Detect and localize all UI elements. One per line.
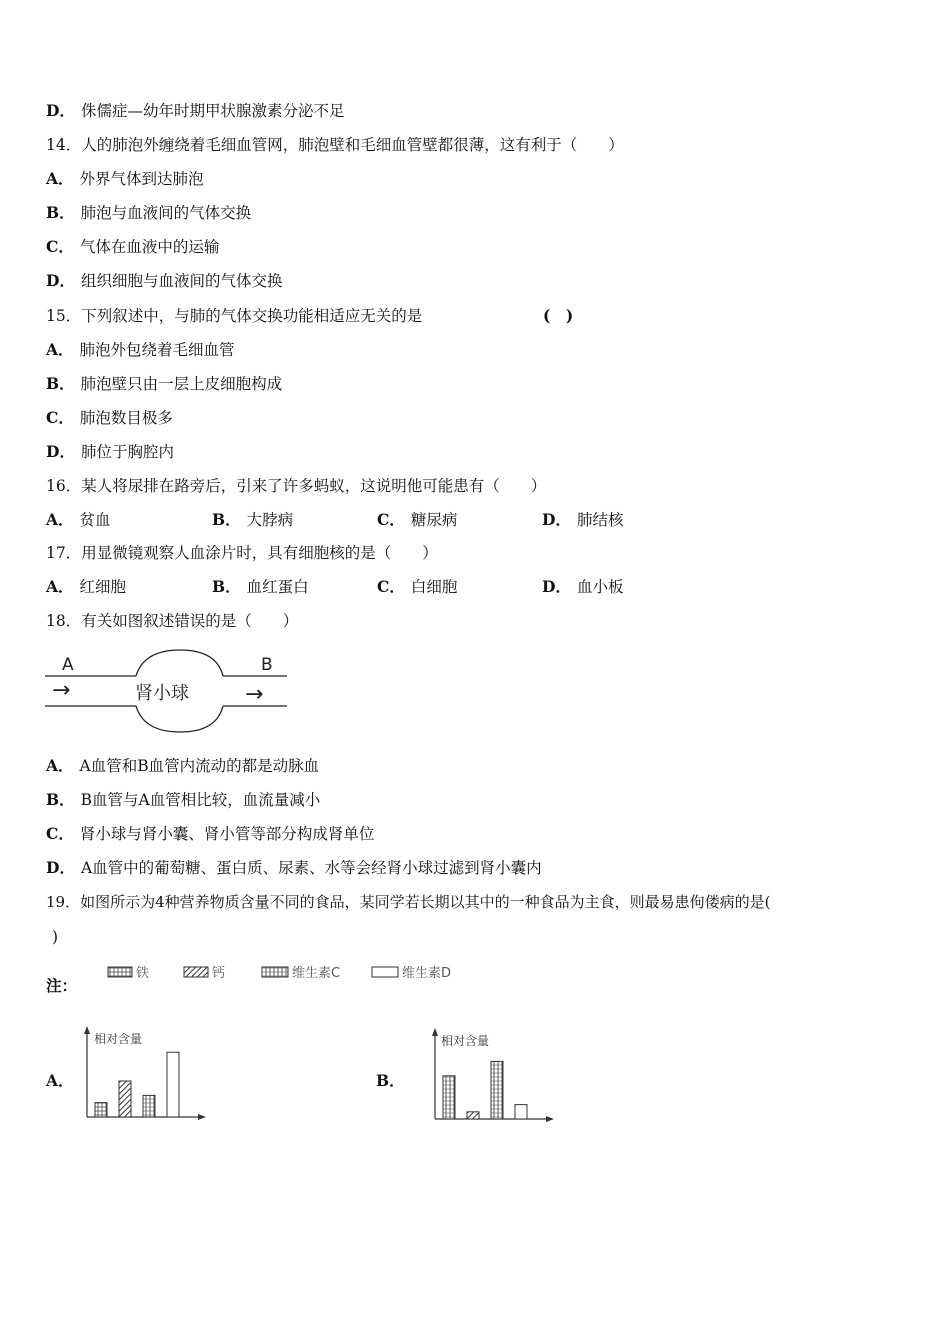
- chart-a-bar-3-vitamin-c: [143, 1095, 155, 1117]
- q13-option-d: D． 侏儒症—幼年时期甲状腺激素分泌不足: [46, 101, 345, 120]
- legend-label-vitamin-c: 维生素C: [292, 966, 341, 981]
- q17-option-d[interactable]: D． 血小板: [542, 577, 624, 596]
- glomerulus-upper-arc: [136, 650, 223, 676]
- chart-a-bar-1-iron: [95, 1103, 107, 1117]
- chart-b-bar-3-vitamin-c: [491, 1061, 503, 1119]
- chart-a[interactable]: [80, 1025, 215, 1125]
- chart-a-option-label[interactable]: A．: [46, 1071, 74, 1090]
- q14-stem: 14．人的肺泡外缠绕着毛细血管网，肺泡壁和毛细血管壁都很薄，这有利于（ ）: [46, 136, 624, 154]
- legend-swatch-vitamin-d: [372, 967, 398, 977]
- arrow-a-icon: →: [52, 678, 71, 703]
- q15-option-c[interactable]: C． 肺泡数目极多: [46, 408, 173, 427]
- chart-a-bar-2-calcium: [119, 1081, 131, 1117]
- chart-a-ylabel: 相对含量: [94, 1032, 143, 1046]
- q18-stem: 18．有关如图叙述错误的是（ ）: [46, 612, 299, 630]
- q15-stem: 15．下列叙述中，与肺的气体交换功能相适应无关的是: [46, 307, 423, 325]
- q18-option-b[interactable]: B． B血管与A血管相比较，血流量减小: [46, 790, 321, 809]
- glomerulus-lower-arc: [136, 706, 223, 732]
- chart-b-x-arrow-icon: [546, 1116, 554, 1122]
- q15-option-a[interactable]: A． 肺泡外包绕着毛细血管: [46, 340, 235, 359]
- q18-option-c[interactable]: C． 肾小球与肾小囊、肾小管等部分构成肾单位: [46, 824, 375, 843]
- q19-stem: 19．如图所示为4种营养物质含量不同的食品，某同学若长期以其中的一种食品为主食，则最易患佝偻病的是(: [46, 893, 771, 911]
- q16-option-d[interactable]: D． 肺结核: [542, 510, 624, 529]
- chart-a-x-arrow-icon: [198, 1114, 206, 1120]
- q16-option-a[interactable]: A． 贫血: [46, 510, 111, 529]
- q17-stem: 17．用显微镜观察人血涂片时，具有细胞核的是（ ）: [46, 544, 438, 562]
- chart-a-y-arrow-icon: [84, 1026, 90, 1034]
- chart-b[interactable]: [428, 1027, 563, 1127]
- nutrient-legend: [104, 962, 474, 984]
- chart-a-bar-4-vitamin-d: [167, 1052, 179, 1117]
- chart-a-bars: [95, 1052, 179, 1117]
- label-b: B: [261, 655, 273, 675]
- q18-option-d[interactable]: D． A血管中的葡萄糖、蛋白质、尿素、水等会经肾小球过滤到肾小囊内: [46, 858, 542, 877]
- glomerulus-label: 肾小球: [135, 683, 189, 704]
- q14-option-b[interactable]: B． 肺泡与血液间的气体交换: [46, 203, 252, 222]
- chart-b-bar-2-calcium: [467, 1112, 479, 1119]
- q17-option-c[interactable]: C． 白细胞: [377, 577, 458, 596]
- glomerulus-diagram: [40, 648, 295, 738]
- legend-label-vitamin-d: 维生素D: [402, 966, 452, 981]
- q15-option-d[interactable]: D． 肺位于胸腔内: [46, 442, 174, 461]
- chart-b-ylabel: 相对含量: [441, 1034, 490, 1048]
- arrow-b-icon: →: [245, 682, 264, 707]
- q16-option-c[interactable]: C． 糖尿病: [377, 510, 458, 529]
- q15-option-b[interactable]: B． 肺泡壁只由一层上皮细胞构成: [46, 374, 283, 393]
- q14-option-a[interactable]: A． 外界气体到达肺泡: [46, 169, 204, 188]
- legend-label-iron: 铁: [136, 966, 150, 981]
- q18-option-a[interactable]: A． A血管和B血管内流动的都是动脉血: [46, 756, 320, 775]
- q19-stem-cont: ): [52, 928, 59, 946]
- chart-b-bars: [443, 1061, 527, 1119]
- q15-answer-paren: ( ): [543, 306, 574, 325]
- q17-option-b[interactable]: B． 血红蛋白: [212, 577, 309, 596]
- q19-note-label: 注：: [46, 976, 78, 995]
- q14-option-c[interactable]: C． 气体在血液中的运输: [46, 237, 220, 256]
- q16-stem: 16．某人将尿排在路旁后，引来了许多蚂蚁，这说明他可能患有（ ）: [46, 477, 547, 495]
- chart-b-y-arrow-icon: [432, 1028, 438, 1036]
- legend-swatch-calcium: [184, 967, 208, 977]
- q16-option-b[interactable]: B． 大脖病: [212, 510, 294, 529]
- label-a: A: [62, 655, 74, 675]
- chart-b-bar-4-vitamin-d: [515, 1105, 527, 1119]
- legend-swatch-iron: [108, 967, 132, 977]
- q14-option-d[interactable]: D． 组织细胞与血液间的气体交换: [46, 271, 283, 290]
- legend-swatch-vitamin-c: [262, 967, 288, 977]
- q17-option-a[interactable]: A． 红细胞: [46, 577, 127, 596]
- chart-b-bar-1-vitamin-c: [443, 1076, 455, 1119]
- chart-b-option-label[interactable]: B．: [376, 1071, 405, 1090]
- legend-label-calcium: 钙: [212, 966, 226, 981]
